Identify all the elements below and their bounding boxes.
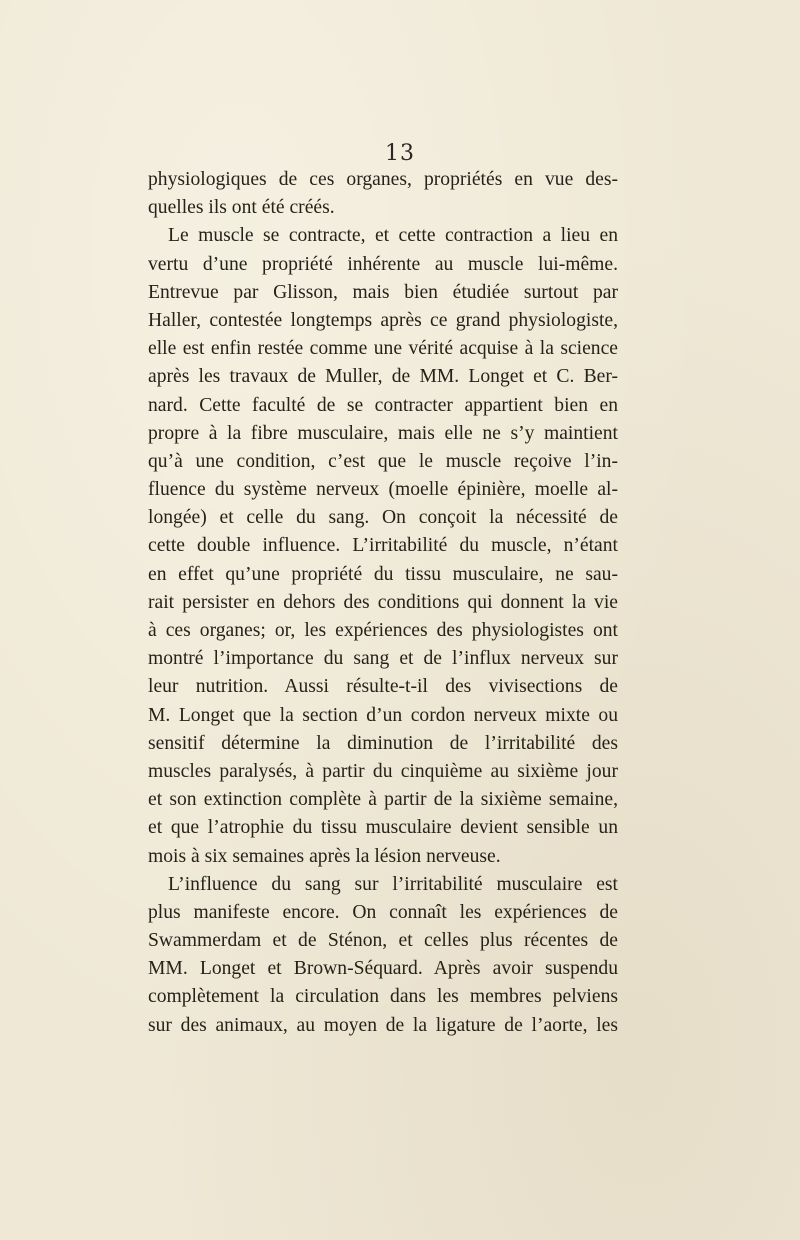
text-line: Swammerdam et de Sténon, et celles plus récentes de — [148, 930, 618, 952]
text-line: Entrevue par Glisson, mais bien étudiée surtout par — [148, 281, 618, 303]
text-line: L’influence du sang sur l’irritabilité musculaire est — [168, 873, 618, 895]
text-line: leur nutrition. Aussi résulte-t-il des vivisections de — [148, 676, 618, 698]
text-line: muscles paralysés, à partir du cinquième au sixième jour — [148, 760, 618, 782]
text-line: nard. Cette faculté de se contracter appartient bien en — [148, 394, 618, 416]
text-line: MM. Longet et Brown-Séquard. Après avoir suspendu — [148, 958, 618, 980]
text-line: après les travaux de Muller, de MM. Longet et C. Ber- — [148, 366, 618, 388]
text-line: M. Longet que la section d’un cordon nerveux mixte ou — [148, 704, 618, 726]
page-number: 13 — [385, 141, 415, 166]
text-line: propre à la fibre musculaire, mais elle ne s’y maintient — [148, 422, 618, 444]
text-line: sur des animaux, au moyen de la ligature de l’aorte, les — [148, 1014, 618, 1036]
text-line: plus manifeste encore. On connaît les expériences de — [148, 901, 618, 923]
text-line: et que l’atrophie du tissu musculaire devient sensible un — [148, 817, 618, 839]
text-line: longée) et celle du sang. On conçoit la nécessité de — [148, 507, 618, 529]
text-line: cette double influence. L’irritabilité du muscle, n’étant — [148, 535, 618, 557]
text-line: Haller, contestée longtemps après ce grand physiologiste, — [148, 309, 618, 331]
text-line: complètement la circulation dans les membres pelviens — [148, 986, 618, 1008]
text-line: à ces organes; or, les expériences des physiologistes ont — [148, 620, 618, 641]
text-line: elle est enfin restée comme une vérité acquise à la science — [148, 338, 618, 360]
text-line: fluence du système nerveux (moelle épinière, moelle al- — [148, 479, 618, 501]
text-line: mois à six semaines après la lésion nerveuse. — [148, 845, 501, 867]
text-line: vertu d’une propriété inhérente au muscle lui-même. — [148, 253, 618, 275]
text-line: qu’à une condition, c’est que le muscle reçoive l’in- — [148, 450, 618, 472]
text-line: Le muscle se contracte, et cette contraction a lieu en — [168, 225, 618, 247]
text-line: en effet qu’une propriété du tissu musculaire, ne sau- — [148, 563, 618, 585]
text-line: sensitif détermine la diminution de l’irritabilité des — [148, 732, 618, 754]
text-line: et son extinction complète à partir de la sixième semaine, — [148, 789, 618, 811]
text-line: quelles ils ont été créés. — [148, 197, 335, 219]
body-text — [148, 166, 618, 1040]
text-line: rait persister en dehors des conditions qui donnent la vie — [148, 591, 618, 613]
text-line: montré l’importance du sang et de l’influx nerveux sur — [148, 648, 618, 670]
text-line: physiologiques de ces organes, propriétés en vue des- — [148, 169, 618, 190]
